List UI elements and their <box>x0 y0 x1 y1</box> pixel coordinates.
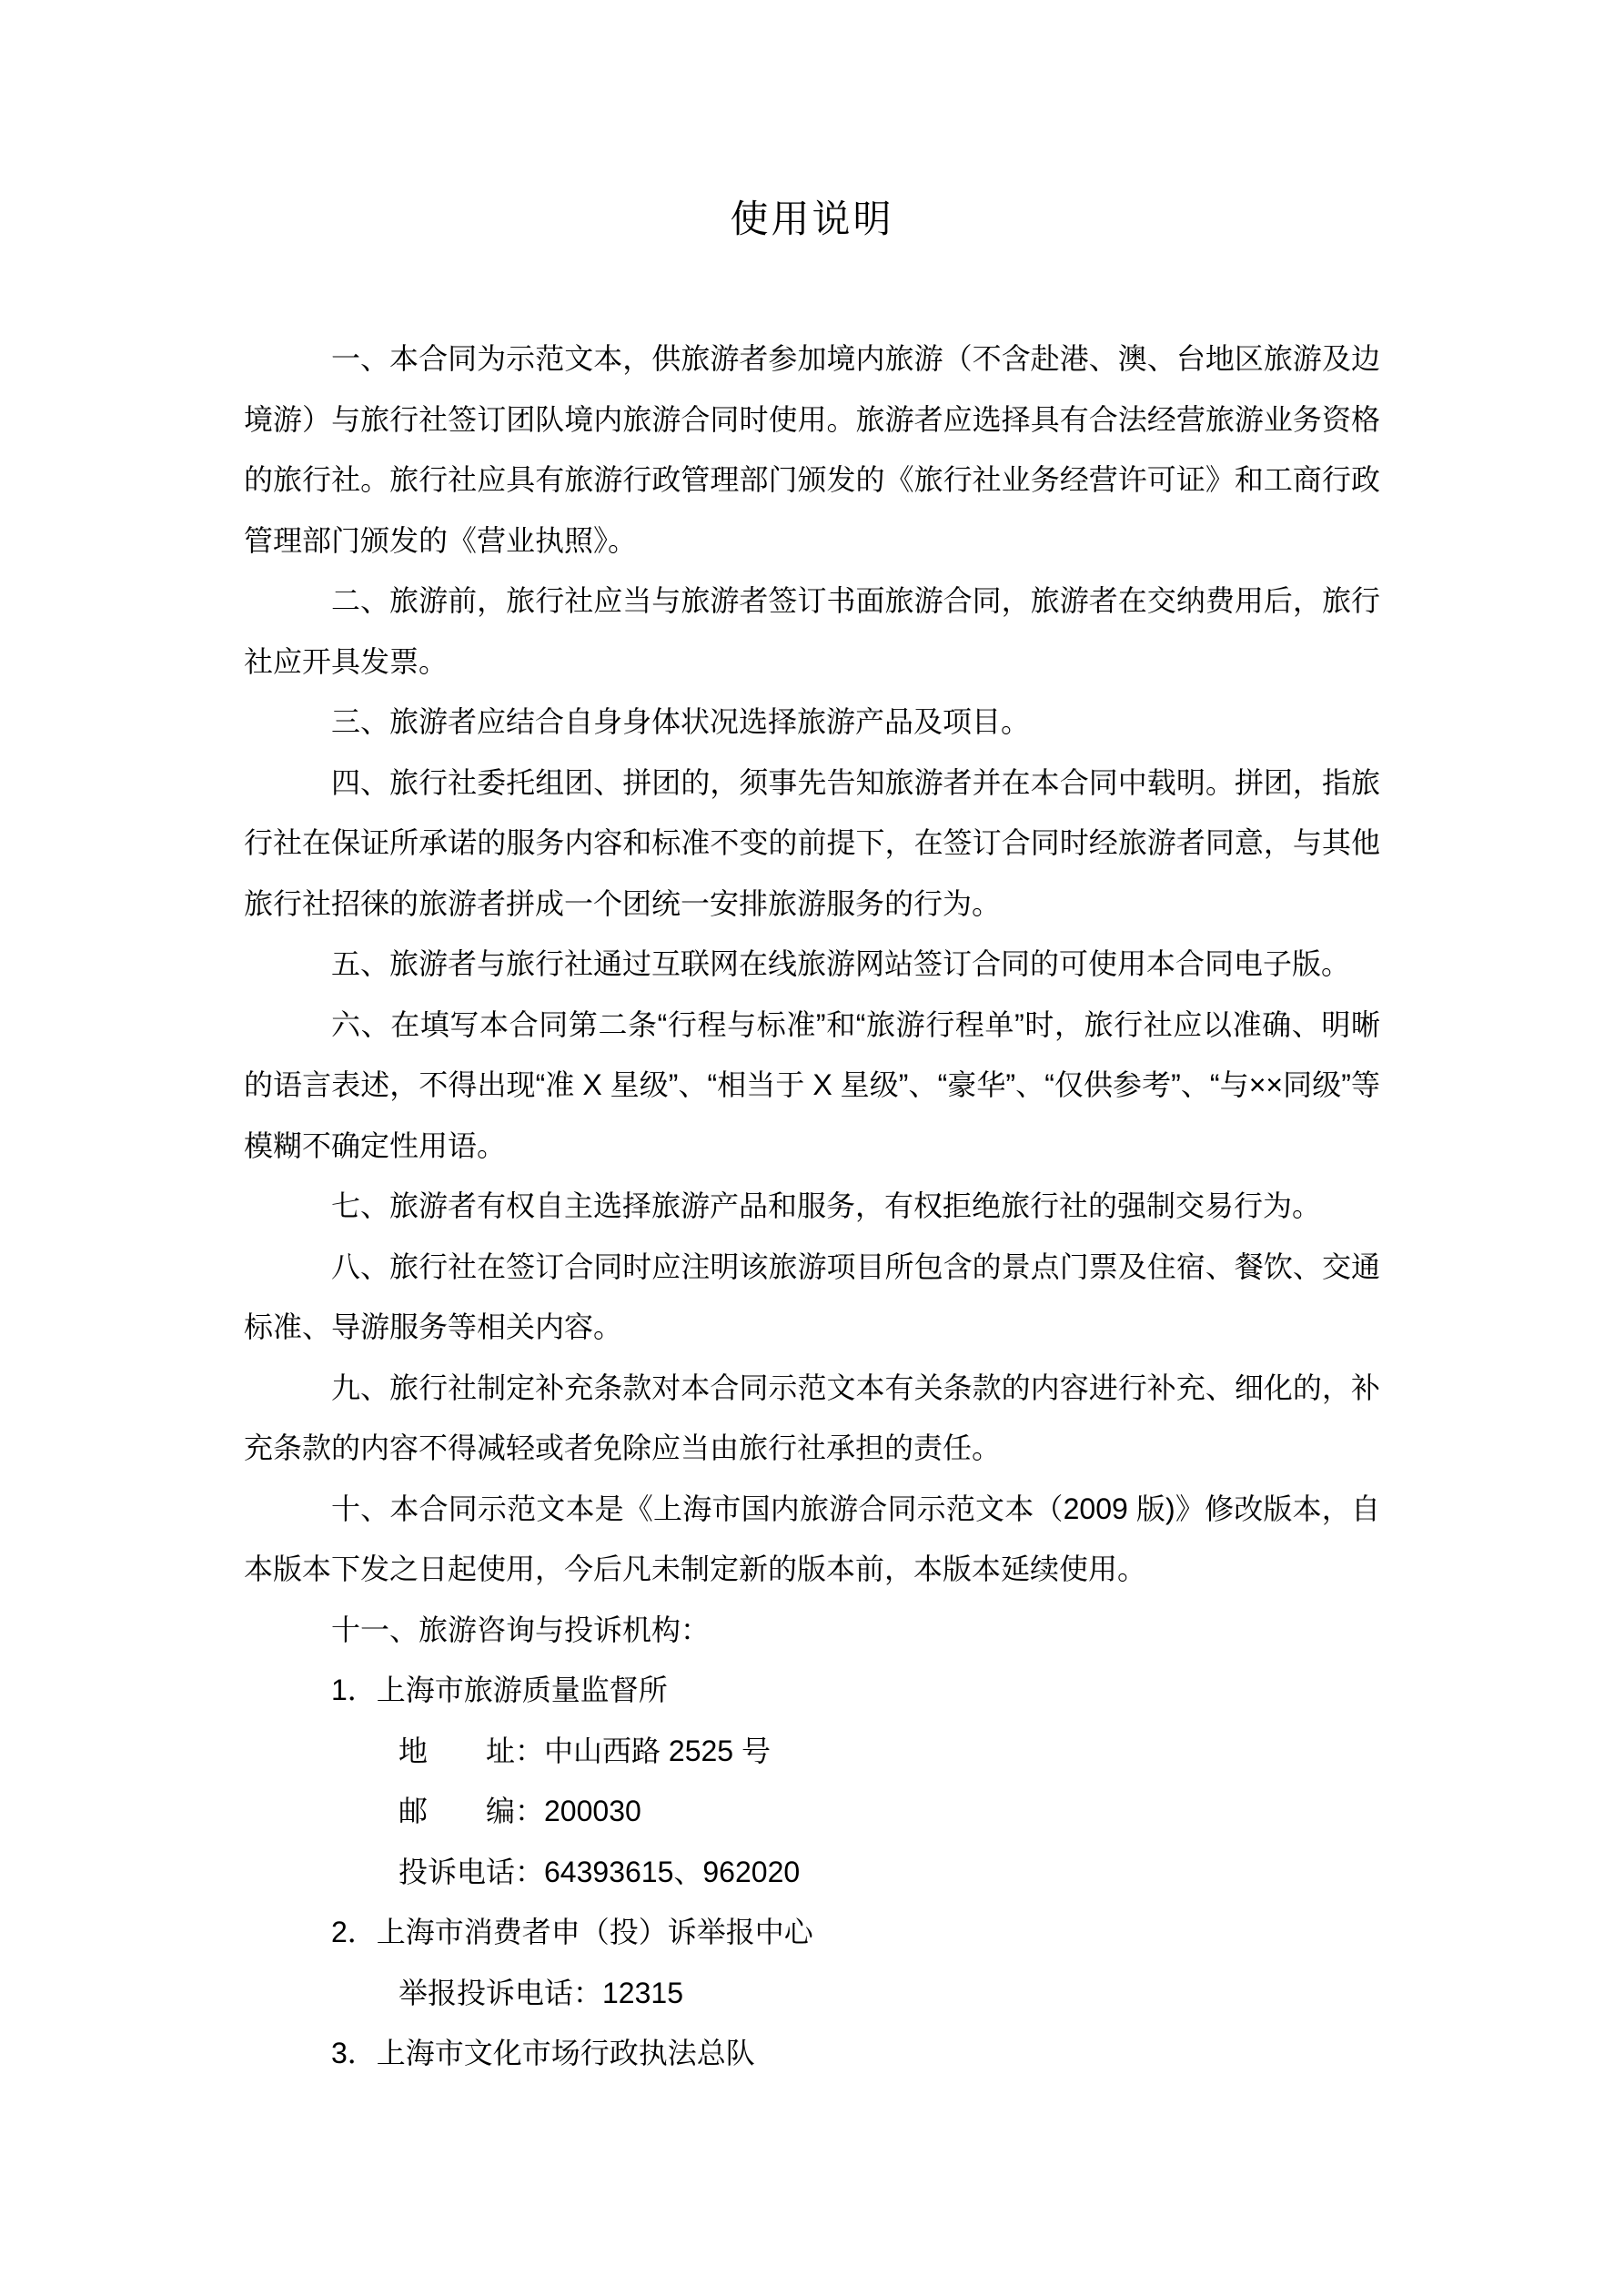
para-clause-3: 三、旅游者应结合自身身体状况选择旅游产品及项目。 <box>331 705 1031 738</box>
para-clause-10: 十、本合同示范文本是《上海市国内旅游合同示范文本（2009 版)》修改版本，自本版本下发之日起使用，今后凡未制定新的版本前，本版本延续使用。 <box>244 1492 1380 1585</box>
para-clause-5: 五、旅游者与旅行社通过互联网在线旅游网站签订合同的可使用本合同电子版。 <box>331 947 1351 980</box>
para-org-3: 3．上海市文化市场行政执法总队 <box>331 2037 755 2069</box>
para-clause-2: 二、旅游前，旅行社应当与旅游者签订书面旅游合同，旅游者在交纳费用后，旅行社应开具发票。 <box>244 584 1380 678</box>
para-clause-7: 七、旅游者有权自主选择旅游产品和服务，有权拒绝旅行社的强制交易行为。 <box>331 1189 1322 1222</box>
para-clause-4: 四、旅行社委托组团、拼团的，须事先告知旅游者并在本合同中载明。拼团，指旅行社在保证所承诺的服务内容和标准不变的前提下，在签订合同时经旅游者同意，与其他旅行社招徕的旅游者拼成一个团统一安排旅游服务的行为。 <box>244 765 1380 920</box>
document-body <box>244 329 1380 2084</box>
para-org-2: 2．上海市消费者申（投）诉举报中心 <box>331 1916 813 1948</box>
para-clause-8: 八、旅行社在签订合同时应注明该旅游项目所包含的景点门票及住宿、餐饮、交通标准、导游服务等相关内容。 <box>244 1249 1380 1343</box>
para-org-1: 1．上海市旅游质量监督所 <box>331 1674 668 1706</box>
page-title: 使用说明 <box>730 197 894 240</box>
para-clause-9: 九、旅行社制定补充条款对本合同示范文本有关条款的内容进行补充、细化的，补充条款的内容不得减轻或者免除应当由旅行社承担的责任。 <box>244 1371 1380 1464</box>
para-org-2-complaint-phone: 举报投诉电话：12315 <box>398 1976 683 2009</box>
para-org-1-address: 地 址：中山西路 2525 号 <box>398 1734 771 1767</box>
para-clause-11: 十一、旅游咨询与投诉机构： <box>331 1613 711 1646</box>
para-org-1-complaint-phone: 投诉电话：64393615、962020 <box>398 1855 801 1888</box>
para-org-1-zipcode: 邮 编：200030 <box>398 1795 641 1827</box>
para-clause-1: 一、本合同为示范文本，供旅游者参加境内旅游（不含赴港、澳、台地区旅游及边境游）与旅行社签订团队境内旅游合同时使用。旅游者应选择具有合法经营旅游业务资格的旅行社。旅行社应具有旅游行政管理部门颁发的《旅行社业务经营许可证》和工商行政管理部门颁发的《营业执照》。 <box>244 342 1380 557</box>
para-clause-6: 六、在填写本合同第二条“行程与标准”和“旅游行程单”时，旅行社应以准确、明晰的语言表述，不得出现“准 X 星级”、“相当于 X 星级”、“豪华”、“仅供参考”、“与××同级”等模糊不确定性用语。 <box>244 1007 1380 1162</box>
